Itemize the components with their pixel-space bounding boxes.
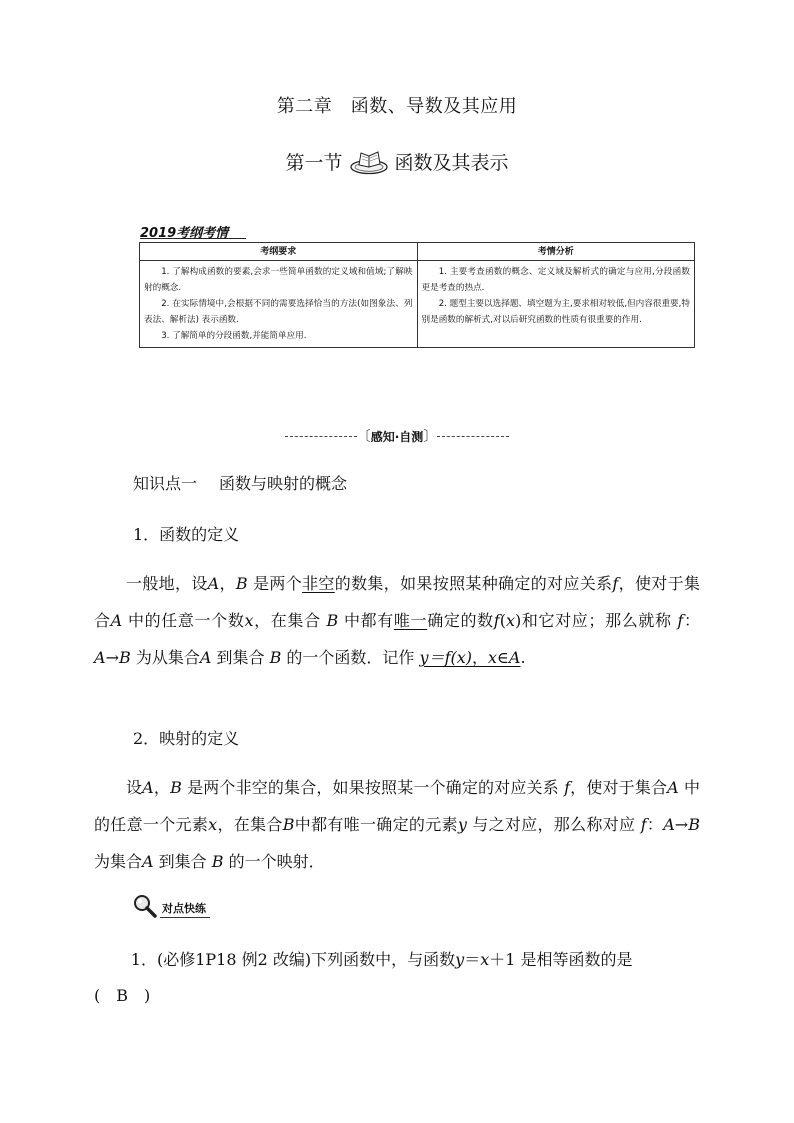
practice-badge	[132, 894, 210, 918]
exam-outline-table	[139, 242, 695, 348]
notation-y-equals-fx: y＝f(x)	[419, 648, 473, 667]
exam-outline-tag: 2019考纲考情	[140, 226, 229, 241]
divider-label: 感知·自测	[370, 429, 424, 444]
analysis-cell	[417, 261, 695, 348]
analysis-item: 2. 题型主要以选择题、填空题为主,要求相对较低,但内容很重要,特别是函数的解析式,对以后研究函数的性质有很重要的作用.	[421, 299, 690, 325]
keyword-nonempty: 非空	[302, 574, 335, 593]
practice-question-1: 1．(必修1P18 例2 改编)下列函数中，与函数y＝x＋1 是相等函数的是 ( B )	[94, 942, 702, 1014]
question-source: (必修1P18 例2 改编)	[156, 950, 312, 969]
col-header-analysis: 考情分析	[417, 243, 695, 261]
divider-dash-left	[285, 436, 357, 437]
requirement-item: 2. 在实际情境中,会根据不同的需要选择恰当的方法(如图象法、列表法、解析法) 表示函数.	[144, 299, 413, 325]
knowledge-point-title: 函数与映射的概念	[219, 474, 348, 493]
exam-tag-underline	[140, 238, 246, 239]
section-prefix: 第一节	[285, 152, 343, 174]
mapping-definition-text: 设A，B 是两个非空的集合，如果按照某一个确定的对应关系 f，使对于集合A 中的任意一个元素x，在集合B中都有唯一确定的元素y 与之对应，那么称对应 f：A→B 为集合A 到集合 B 的一个映射．	[94, 778, 700, 871]
requirement-item: 1. 了解构成函数的要素,会求一些简单函数的定义域和值域;了解映射的概念.	[144, 267, 413, 293]
requirement-item: 3. 了解简单的分段函数,并能简单应用.	[161, 331, 307, 341]
practice-label: 对点快练	[160, 900, 210, 918]
knowledge-point-heading	[133, 471, 347, 494]
section-divider	[0, 426, 794, 446]
divider-dash-right	[437, 436, 509, 437]
col-header-requirements: 考纲要求	[140, 243, 418, 261]
chapter-title: 第二章 函数、导数及其应用	[276, 96, 518, 117]
bracket-left-icon: 〔	[356, 429, 371, 445]
function-definition-text: 一般地，设A，B 是两个非空的数集，如果按照某种确定的对应关系f，使对于集合A 中的任意一个数x，在集合 B 中都有唯一确定的数f(x)和它对应；那么就称 f：A→B 为从集合A 到集合 B 的一个函数．记作 y＝f(x)，x∈A.	[94, 574, 700, 667]
notation-x-in-a: x∈A	[488, 648, 521, 667]
divider-badge	[357, 426, 438, 446]
section-heading	[0, 148, 794, 175]
section-title: 函数及其表示	[394, 152, 509, 174]
knowledge-point-label: 知识点一	[133, 474, 198, 493]
keyword-unique: 唯一	[393, 611, 428, 630]
book-icon	[349, 149, 389, 175]
bracket-right-icon: 〕	[423, 429, 438, 445]
question-answer: ( B )	[94, 986, 151, 1005]
requirements-cell	[140, 261, 418, 348]
function-definition-heading: 1．函数的定义	[133, 525, 240, 544]
mapping-definition-heading: 2．映射的定义	[133, 729, 240, 748]
magnifier-icon	[132, 894, 158, 918]
analysis-item: 1. 主要考查函数的概念、定义域及解析式的确定与应用,分段函数更是考查的热点.	[421, 267, 690, 293]
